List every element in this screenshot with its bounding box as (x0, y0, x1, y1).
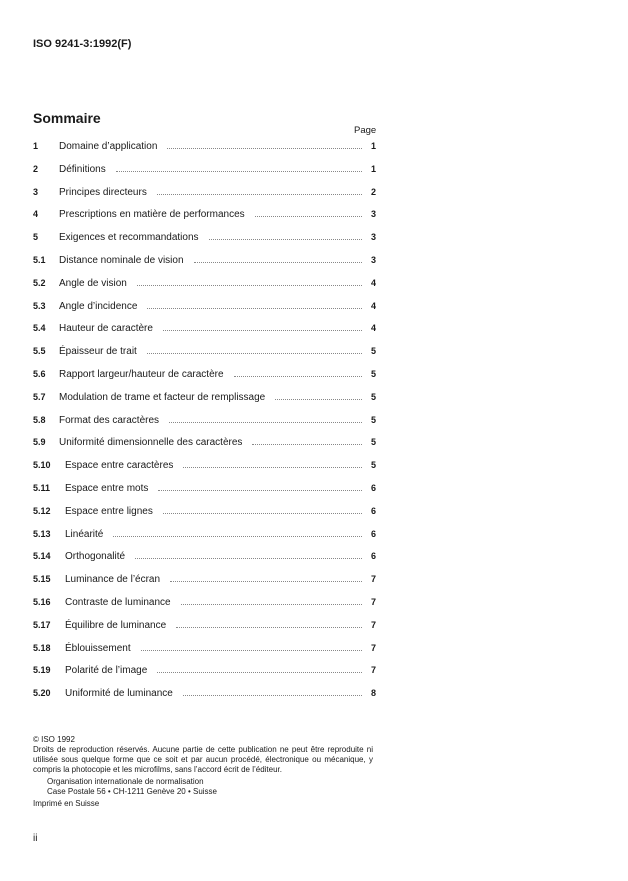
dot-leader (167, 148, 362, 149)
dot-leader (255, 216, 362, 217)
toc-page: 5 (370, 460, 376, 471)
toc-entry[interactable] (33, 437, 376, 460)
dot-leader (147, 308, 362, 309)
toc-label: Rapport largeur/hauteur de caractère (59, 368, 224, 380)
address: Case Postale 56 • CH-1211 Genève 20 • Suisse (47, 787, 217, 796)
toc-page: 4 (370, 323, 376, 334)
toc-label: Espace entre lignes (65, 505, 153, 517)
toc-page: 3 (370, 209, 376, 220)
dot-leader (141, 650, 362, 651)
toc-label: Exigences et recommandations (59, 232, 199, 244)
toc-entry[interactable] (33, 506, 376, 529)
toc-entry[interactable] (33, 688, 376, 711)
toc-number: 5.8 (33, 414, 46, 425)
dot-leader (183, 467, 362, 468)
toc-label: Éblouissement (65, 642, 131, 654)
toc-entry[interactable] (33, 187, 376, 210)
organization: Organisation internationale de normalisation (47, 777, 204, 786)
dot-leader (181, 604, 362, 605)
toc-page: 1 (370, 141, 376, 151)
toc-number: 4 (33, 209, 39, 220)
toc-label: Modulation de trame et facteur de remplissage (59, 391, 266, 403)
toc-label: Prescriptions en matière de performances (59, 209, 245, 221)
toc-number: 1 (33, 141, 39, 151)
toc-entry[interactable] (33, 483, 376, 506)
toc-page: 2 (370, 186, 376, 197)
dot-leader (194, 262, 362, 263)
toc-number: 5.1 (33, 254, 46, 265)
toc-number: 5.14 (33, 551, 51, 562)
dot-leader (275, 399, 362, 400)
toc-number: 5.10 (33, 460, 51, 471)
toc-page: 6 (370, 482, 376, 493)
toc-entry[interactable] (33, 164, 376, 187)
copyright-notice (33, 735, 373, 809)
toc-page: 5 (370, 414, 376, 425)
toc-label: Hauteur de caractère (59, 323, 153, 335)
toc-label: Angle de vision (59, 277, 127, 289)
toc-label: Contraste de luminance (65, 596, 171, 608)
toc-label: Épaisseur de trait (59, 346, 137, 358)
toc-number: 5.4 (33, 323, 46, 334)
toc-entry[interactable] (33, 369, 376, 392)
toc-entry[interactable] (33, 255, 376, 278)
toc-entry[interactable] (33, 232, 376, 255)
toc-label: Définitions (59, 163, 106, 175)
toc-number: 5.16 (33, 596, 51, 607)
rights-text: Droits de reproduction réservés. Aucune partie de cette publication ne peut être reproduite ni utilisée sous quelque forme que ce soit et par aucun procédé, électronique ou mécanique, y compris la photocopie et les microfilms, sans l’accord écrit de l’éditeur. (33, 745, 373, 774)
toc-page: 6 (370, 528, 376, 539)
toc-entry[interactable] (33, 574, 376, 597)
dot-leader (157, 672, 362, 673)
toc-number: 5.7 (33, 391, 46, 402)
dot-leader (170, 581, 362, 582)
dot-leader (135, 558, 362, 559)
toc-label: Distance nominale de vision (59, 254, 184, 266)
toc-page: 4 (370, 277, 376, 288)
dot-leader (176, 627, 362, 628)
toc-label: Principes directeurs (59, 186, 147, 198)
toc-page: 1 (370, 163, 376, 174)
toc-entry[interactable] (33, 551, 376, 574)
page-title: Sommaire (33, 110, 101, 126)
toc-number: 2 (33, 163, 39, 174)
toc-label: Équilibre de luminance (65, 619, 167, 631)
toc-entry[interactable] (33, 301, 376, 324)
toc-number: 5.9 (33, 437, 46, 448)
toc-number: 5.5 (33, 346, 46, 357)
toc-number: 5 (33, 232, 39, 243)
printed-in: Imprimé en Suisse (33, 799, 100, 808)
toc-number: 5.15 (33, 574, 51, 585)
document-header: ISO 9241-3:1992(F) (33, 38, 132, 50)
toc-page: 6 (370, 505, 376, 516)
toc-page: 7 (370, 596, 376, 607)
dot-leader (113, 536, 362, 537)
table-of-contents (33, 141, 376, 711)
toc-label: Espace entre mots (65, 482, 149, 494)
dot-leader (158, 490, 362, 491)
page-column-label: Page (354, 125, 377, 136)
toc-label: Domaine d’application (59, 141, 158, 152)
page-number: ii (33, 833, 38, 844)
toc-page: 6 (370, 551, 376, 562)
toc-entry[interactable] (33, 460, 376, 483)
toc-number: 5.12 (33, 505, 51, 516)
dot-leader (209, 239, 362, 240)
toc-entry[interactable] (33, 529, 376, 552)
toc-label: Luminance de l’écran (65, 574, 161, 586)
toc-entry[interactable] (33, 665, 376, 688)
toc-number: 5.6 (33, 368, 46, 379)
toc-entry[interactable] (33, 209, 376, 232)
toc-number: 5.19 (33, 665, 51, 676)
dot-leader (157, 194, 362, 195)
toc-label: Orthogonalité (65, 551, 126, 563)
toc-page: 3 (370, 232, 376, 243)
dot-leader (147, 353, 362, 354)
dot-leader (163, 513, 362, 514)
toc-entry[interactable] (33, 392, 376, 415)
toc-number: 5.17 (33, 619, 51, 630)
dot-leader (116, 171, 362, 172)
toc-entry[interactable] (33, 141, 376, 164)
toc-label: Uniformité dimensionnelle des caractères (59, 437, 243, 449)
toc-page: 5 (370, 346, 376, 357)
toc-number: 5.18 (33, 642, 51, 653)
toc-number: 5.2 (33, 277, 46, 288)
toc-page: 7 (370, 642, 376, 653)
toc-number: 5.20 (33, 688, 51, 699)
toc-page: 5 (370, 437, 376, 448)
toc-label: Angle d’incidence (59, 300, 138, 312)
toc-page: 7 (370, 619, 376, 630)
dot-leader (252, 444, 362, 445)
toc-number: 5.3 (33, 300, 46, 311)
toc-page: 4 (370, 300, 376, 311)
copyright-line: © ISO 1992 (33, 735, 75, 744)
toc-label: Linéarité (65, 528, 104, 540)
toc-page: 7 (370, 574, 376, 585)
toc-label: Espace entre caractères (65, 460, 174, 472)
toc-page: 8 (370, 688, 376, 699)
toc-entry[interactable] (33, 278, 376, 301)
toc-number: 5.11 (33, 482, 51, 493)
dot-leader (183, 695, 362, 696)
toc-entry[interactable] (33, 415, 376, 438)
toc-entry[interactable] (33, 597, 376, 620)
dot-leader (163, 330, 362, 331)
dot-leader (137, 285, 362, 286)
toc-page: 5 (370, 391, 376, 402)
toc-page: 3 (370, 254, 376, 265)
toc-label: Uniformité de luminance (65, 688, 173, 700)
toc-number: 3 (33, 186, 39, 197)
toc-entry[interactable] (33, 323, 376, 346)
toc-page: 5 (370, 368, 376, 379)
toc-label: Polarité de l’image (65, 665, 148, 677)
toc-label: Format des caractères (59, 414, 160, 426)
dot-leader (169, 422, 362, 423)
toc-entry[interactable] (33, 620, 376, 643)
toc-page: 7 (370, 665, 376, 676)
toc-entry[interactable] (33, 346, 376, 369)
toc-number: 5.13 (33, 528, 51, 539)
toc-entry[interactable] (33, 643, 376, 666)
dot-leader (234, 376, 362, 377)
